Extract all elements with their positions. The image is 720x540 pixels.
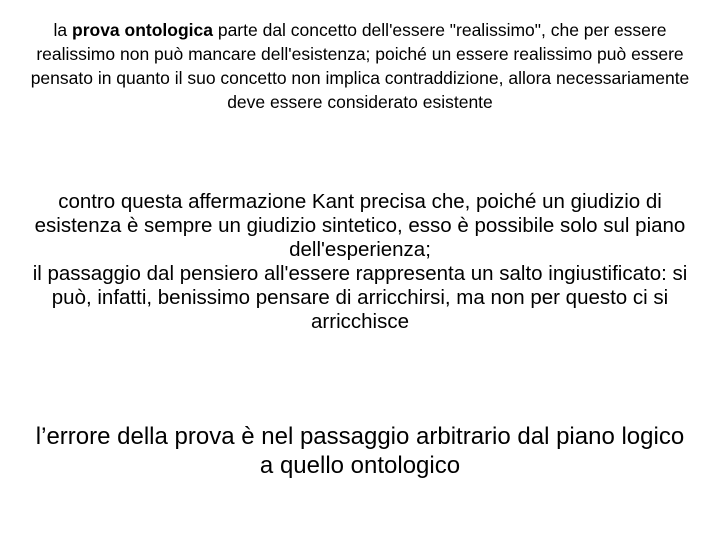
conclusion-paragraph: l’errore della prova è nel passaggio arbitrario dal piano logico a quello ontologico bbox=[35, 423, 685, 479]
kant-paragraph-leap: il passaggio dal pensiero all'essere rappresenta un salto ingiustificato: si può, infatti, benissimo pensare di arricchirsi, ma non per questo ci si arricchisce bbox=[32, 262, 688, 333]
intro-lead: la bbox=[53, 20, 72, 40]
intro-key-term: prova ontologica bbox=[72, 20, 213, 40]
intro-rest: parte dal concetto dell'essere "realissimo", che per essere realissimo non può mancare dell'esistenza; poiché un essere realissimo può essere pensato in quanto il suo concetto non implica contraddizione, allora necessariamente deve essere considerato esistente bbox=[30, 20, 690, 112]
kant-section bbox=[30, 190, 690, 334]
kant-paragraph-existence: contro questa affermazione Kant precisa che, poiché un giudizio di esistenza è sempre un giudizio sintetico, esso è possibile solo sul piano dell'esperienza; bbox=[34, 190, 686, 261]
intro-paragraph bbox=[30, 18, 690, 114]
